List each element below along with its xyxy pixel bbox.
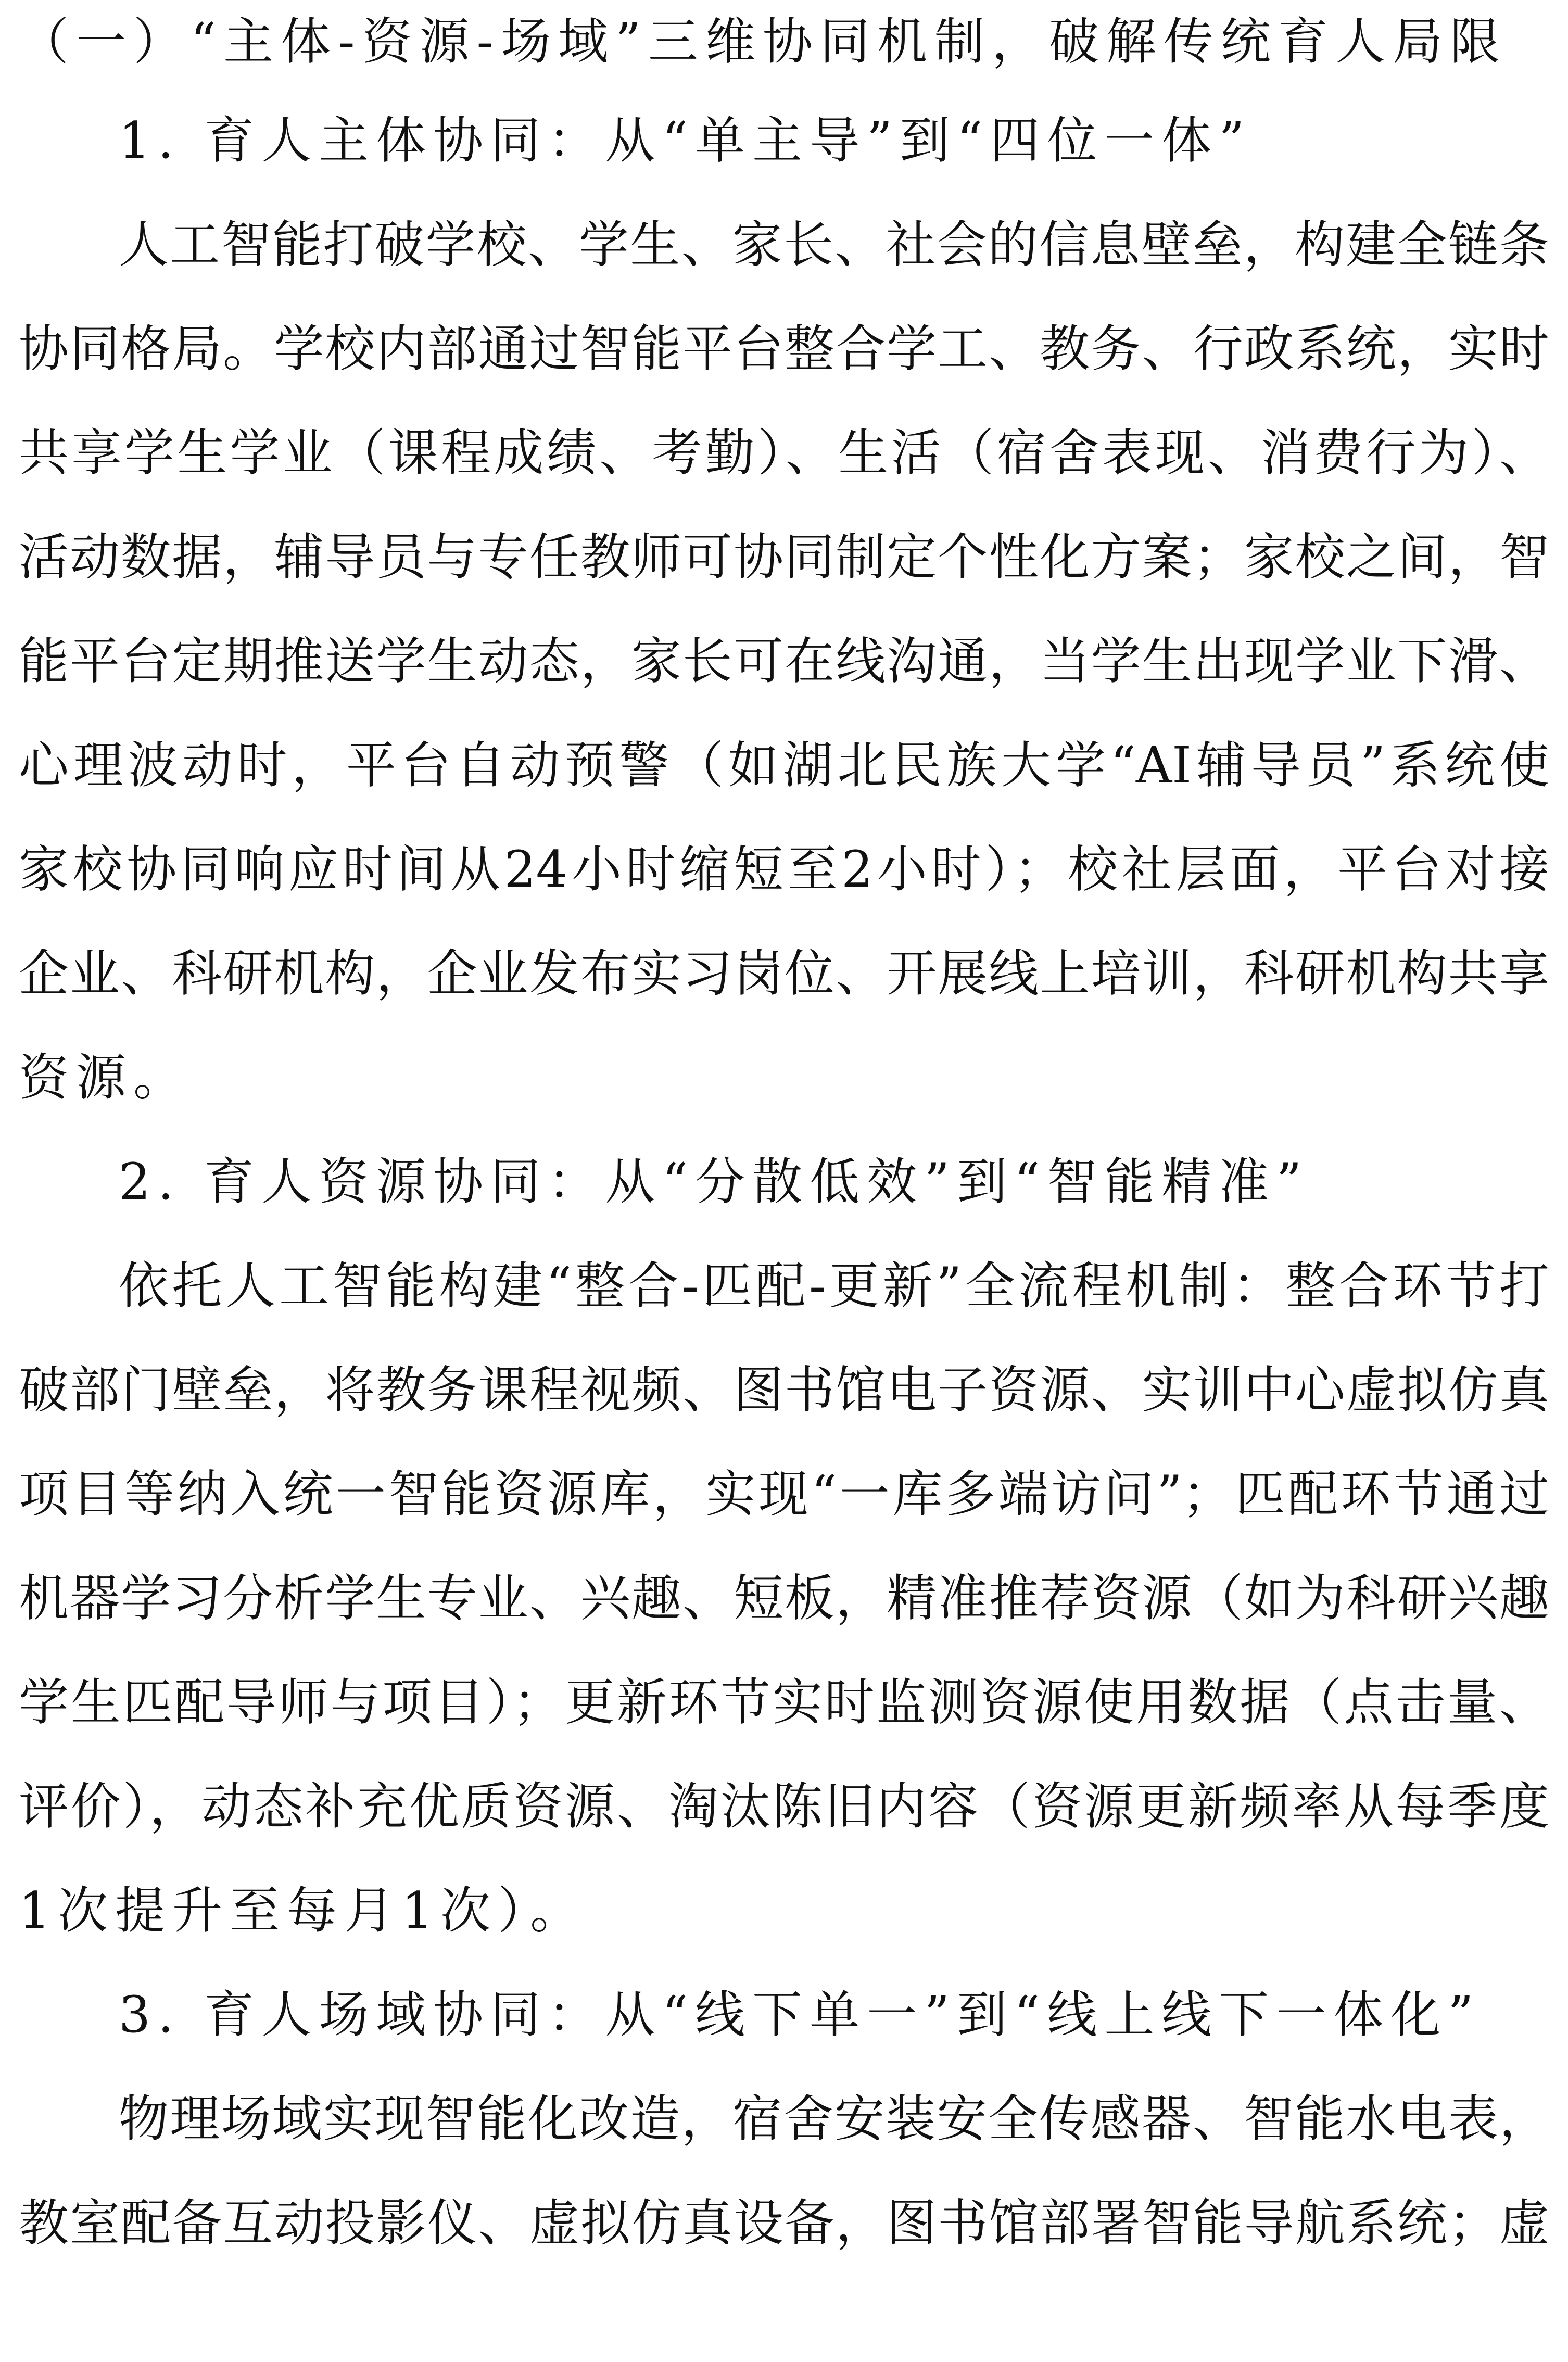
section-heading: （一）“主体-资源-场域”三维协同机制，破解传统育人局限 [19, 12, 1508, 71]
paragraph-line: 人工智能打破学校、学生、家长、社会的信息壁垒，构建全链条 [119, 216, 1549, 274]
paragraph-line: 破部门壁垒，将教务课程视频、图书馆电子资源、实训中心虚拟仿真 [19, 1361, 1549, 1419]
paragraph-line: 家校协同响应时间从24小时缩短至2小时）；校社层面，平台对接 [19, 840, 1549, 899]
paragraph-line: 心理波动时，平台自动预警（如湖北民族大学“AI辅导员”系统使 [19, 736, 1549, 794]
paragraph-line: 学生匹配导师与项目）；更新环节实时监测资源使用数据（点击量、 [19, 1673, 1549, 1732]
paragraph-line: 活动数据，辅导员与专任教师可协同制定个性化方案；家校之间，智 [19, 528, 1549, 586]
paragraph-line: 1次提升至每月1次）。 [19, 1881, 588, 1940]
paragraph-line: 共享学生学业（课程成绩、考勤）、生活（宿舍表现、消费行为）、 [19, 424, 1549, 482]
paragraph-line: 机器学习分析学生专业、兴趣、短板，精准推荐资源（如为科研兴趣 [19, 1569, 1549, 1627]
paragraph-line: 协同格局。学校内部通过智能平台整合学工、教务、行政系统，实时 [19, 320, 1549, 378]
paragraph-line: 物理场域实现智能化改造，宿舍安装安全传感器、智能水电表， [119, 2090, 1549, 2148]
paragraph-line: 项目等纳入统一智能资源库，实现“一库多端访问”；匹配环节通过 [19, 1465, 1549, 1523]
paragraph-line: 企业、科研机构，企业发布实习岗位、开展线上培训，科研机构共享 [19, 944, 1549, 1003]
paragraph-line: 评价），动态补充优质资源、淘汰陈旧内容（资源更新频率从每季度 [19, 1777, 1549, 1836]
subsection-heading-1: 1. 育人主体协同：从“单主导”到“四位一体” [119, 111, 1252, 170]
paragraph-line: 教室配备互动投影仪、虚拟仿真设备，图书馆部署智能导航系统；虚 [19, 2194, 1549, 2252]
paragraph-line: 能平台定期推送学生动态，家长可在线沟通，当学生出现学业下滑、 [19, 632, 1549, 690]
paragraph-line: 资源。 [19, 1049, 191, 1107]
paragraph-line: 依托人工智能构建“整合-匹配-更新”全流程机制：整合环节打 [119, 1257, 1549, 1315]
subsection-heading-3: 3. 育人场域协同：从“线下单一”到“线上线下一体化” [119, 1986, 1481, 2044]
subsection-heading-2: 2. 育人资源协同：从“分散低效”到“智能精准” [119, 1153, 1309, 1211]
